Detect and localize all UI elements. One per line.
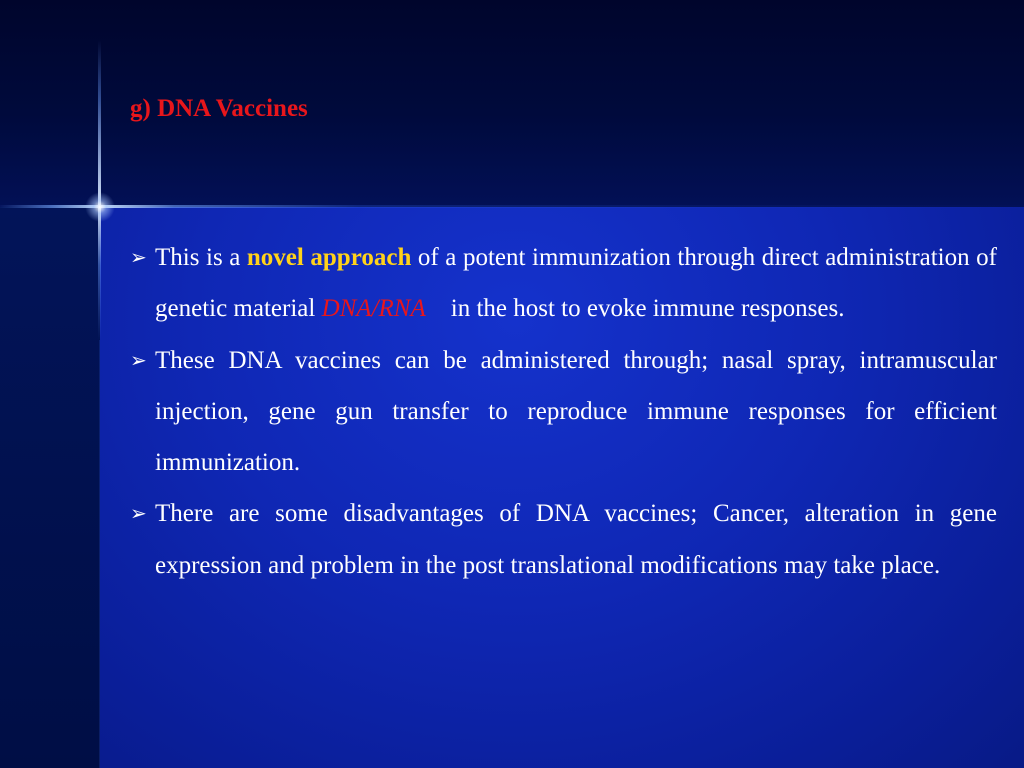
emphasized-term: DNA/RNA (321, 295, 426, 323)
bullet-text: This is a (155, 244, 247, 271)
bullet-text: in the host to evoke immune responses. (425, 295, 845, 323)
bullet-item-2 (130, 335, 997, 489)
highlighted-phrase: novel approach (246, 244, 412, 271)
left-panel (0, 207, 100, 768)
bullet-text: of a potent immunization through direct administration of genetic material (155, 244, 998, 323)
vertical-divider (99, 340, 100, 768)
arrow-bullet-icon: ➢ (130, 501, 147, 526)
arrow-bullet-icon: ➢ (130, 347, 147, 372)
bullet-item-3 (130, 488, 997, 591)
vertical-light-line (98, 40, 101, 340)
arrow-bullet-icon: ➢ (130, 245, 147, 269)
light-flare-icon (85, 192, 115, 222)
bullet-item-1 (130, 232, 997, 335)
bullet-list (130, 232, 997, 591)
bullet-text: There are some disadvantages of DNA vaccines; Cancer, alteration in gene expression and problem in the post translational modifications may take place. (155, 500, 997, 579)
horizontal-light-line (0, 205, 1024, 208)
bullet-text: These DNA vaccines can be administered through; nasal spray, intramuscular injection, gene gun transfer to reproduce immune responses for efficient immunization. (155, 346, 997, 477)
slide-title: g) DNA Vaccines (130, 95, 308, 122)
